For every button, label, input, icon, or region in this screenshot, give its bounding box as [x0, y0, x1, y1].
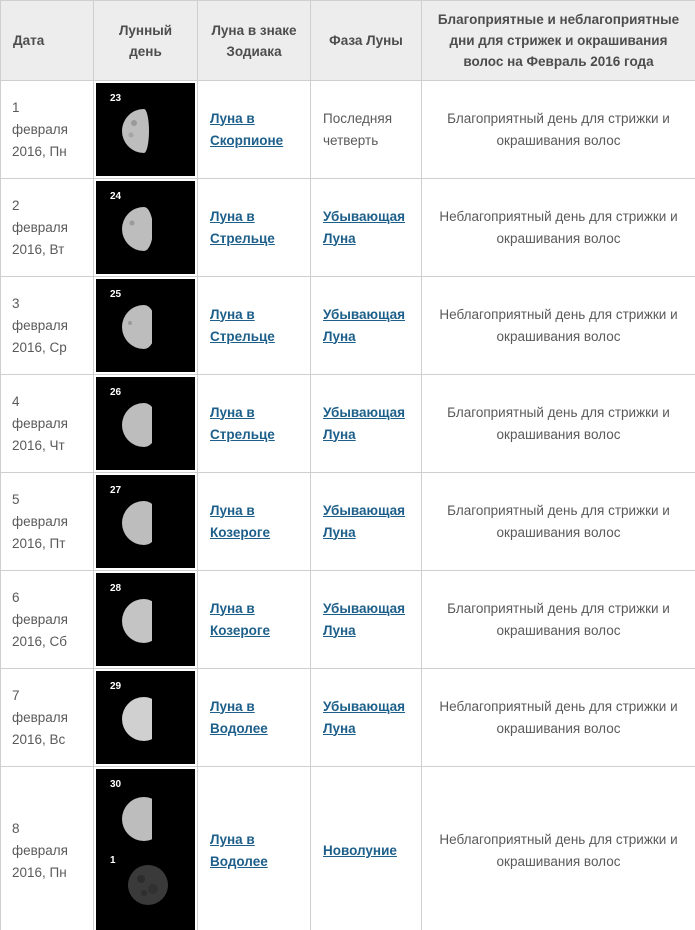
date-year-weekday: 2016, Вс	[12, 731, 66, 747]
waning-moon-icon	[122, 109, 152, 153]
phase-cell	[311, 571, 422, 669]
phase-link[interactable]: Убывающая Луна	[323, 404, 406, 442]
verdict-cell: Неблагоприятный день для стрижки и окрашивания волос	[422, 767, 695, 930]
date-day: 7	[12, 687, 20, 703]
zodiac-link[interactable]: Луна в Козероге	[210, 502, 270, 540]
table-row	[1, 375, 695, 473]
zodiac-link[interactable]: Луна в Стрельце	[210, 306, 275, 344]
phase-cell	[311, 179, 422, 277]
date-year-weekday: 2016, Ср	[12, 339, 67, 355]
lunar-day-cell	[94, 571, 198, 669]
header-phase: Фаза Луны	[311, 1, 422, 81]
date-cell	[1, 179, 94, 277]
waning-moon-icon	[122, 305, 152, 349]
phase-link[interactable]: Убывающая Луна	[323, 600, 406, 638]
phase-cell: Последняя четверть	[311, 81, 422, 179]
date-cell	[1, 571, 94, 669]
new-moon-icon	[126, 863, 170, 907]
waning-moon-icon	[122, 207, 152, 251]
date-year-weekday: 2016, Пн	[12, 865, 67, 880]
zodiac-cell	[198, 179, 311, 277]
verdict-cell: Благоприятный день для стрижки и окрашивания волос	[422, 473, 695, 571]
lunar-day-cell	[94, 277, 198, 375]
lunar-day-number-2: 1	[110, 855, 116, 866]
phase-link[interactable]: Новолуние	[323, 843, 397, 858]
date-year-weekday: 2016, Пн	[12, 143, 67, 159]
table-row	[1, 179, 695, 277]
zodiac-link[interactable]: Луна в Водолее	[210, 698, 268, 736]
moon-image	[96, 83, 195, 176]
header-zodiac: Луна в знаке Зодиака	[198, 1, 311, 81]
moon-image	[96, 377, 195, 470]
header-verdict: Благоприятные и неблагоприятные дни для стрижек и окрашивания волос на Февраль 2016 года	[422, 1, 695, 81]
lunar-day-cell	[94, 375, 198, 473]
lunar-day-number: 29	[110, 681, 122, 692]
phase-link[interactable]: Убывающая Луна	[323, 306, 406, 344]
zodiac-cell	[198, 473, 311, 571]
zodiac-cell	[198, 669, 311, 767]
date-month: февраля	[12, 219, 68, 235]
table-row	[1, 669, 695, 767]
header-lunar-day: Лунный день	[94, 1, 198, 81]
phase-link[interactable]: Убывающая Луна	[323, 208, 406, 246]
zodiac-link[interactable]: Луна в Стрельце	[210, 208, 275, 246]
date-year-weekday: 2016, Сб	[12, 633, 68, 649]
date-month: февраля	[12, 415, 68, 431]
lunar-day-number: 25	[110, 289, 122, 300]
zodiac-cell	[198, 277, 311, 375]
date-cell	[1, 767, 94, 930]
table-row	[1, 277, 695, 375]
verdict-cell: Неблагоприятный день для стрижки и окрашивания волос	[422, 179, 695, 277]
date-day: 8	[12, 821, 20, 836]
phase-cell	[311, 767, 422, 930]
table-header-row	[1, 1, 695, 81]
date-cell	[1, 669, 94, 767]
zodiac-link[interactable]: Луна в Стрельце	[210, 404, 275, 442]
verdict-cell: Благоприятный день для стрижки и окрашивания волос	[422, 375, 695, 473]
waning-moon-icon	[122, 599, 152, 643]
lunar-day-number: 28	[110, 583, 122, 594]
lunar-day-number: 24	[110, 191, 122, 202]
date-cell	[1, 81, 94, 179]
phase-cell	[311, 669, 422, 767]
zodiac-cell	[198, 375, 311, 473]
moon-image	[96, 769, 195, 930]
lunar-day-number: 26	[110, 387, 122, 398]
zodiac-link[interactable]: Луна в Скорпионе	[210, 110, 284, 148]
lunar-day-number: 27	[110, 485, 122, 496]
moon-image	[96, 573, 195, 666]
moon-image	[96, 279, 195, 372]
lunar-day-number: 30	[110, 779, 122, 790]
lunar-day-number: 23	[110, 93, 122, 104]
date-month: февраля	[12, 709, 68, 725]
phase-cell	[311, 375, 422, 473]
moon-image	[96, 181, 195, 274]
header-date: Дата	[1, 1, 94, 81]
lunar-day-cell	[94, 179, 198, 277]
zodiac-cell	[198, 767, 311, 930]
zodiac-link[interactable]: Луна в Козероге	[210, 600, 270, 638]
table-row	[1, 473, 695, 571]
moon-image	[96, 475, 195, 568]
date-cell	[1, 473, 94, 571]
date-year-weekday: 2016, Вт	[12, 241, 65, 257]
date-year-weekday: 2016, Чт	[12, 437, 65, 453]
phase-cell	[311, 473, 422, 571]
date-month: февраля	[12, 513, 68, 529]
date-year-weekday: 2016, Пт	[12, 535, 66, 551]
verdict-cell: Благоприятный день для стрижки и окрашивания волос	[422, 81, 695, 179]
lunar-day-cell	[94, 669, 198, 767]
moon-image	[96, 671, 195, 764]
lunar-day-cell	[94, 767, 198, 930]
date-day: 3	[12, 295, 20, 311]
waning-moon-icon	[122, 797, 152, 841]
table-row	[1, 81, 695, 179]
lunar-day-cell	[94, 81, 198, 179]
lunar-day-cell	[94, 473, 198, 571]
verdict-cell: Неблагоприятный день для стрижки и окрашивания волос	[422, 669, 695, 767]
date-month: февраля	[12, 611, 68, 627]
waning-moon-icon	[122, 697, 152, 741]
verdict-cell: Неблагоприятный день для стрижки и окрашивания волос	[422, 277, 695, 375]
zodiac-link[interactable]: Луна в Водолее	[210, 832, 268, 869]
date-day: 4	[12, 393, 20, 409]
date-day: 1	[12, 99, 20, 115]
phase-cell	[311, 277, 422, 375]
table-row	[1, 571, 695, 669]
date-cell	[1, 277, 94, 375]
phase-link[interactable]: Убывающая Луна	[323, 502, 406, 540]
date-day: 6	[12, 589, 20, 605]
waning-moon-icon	[122, 501, 152, 545]
date-month: февраля	[12, 317, 68, 333]
verdict-cell: Благоприятный день для стрижки и окрашивания волос	[422, 571, 695, 669]
date-day: 2	[12, 197, 20, 213]
zodiac-cell	[198, 571, 311, 669]
date-month: февраля	[12, 843, 68, 858]
table-row	[1, 767, 695, 930]
date-day: 5	[12, 491, 20, 507]
date-month: февраля	[12, 121, 68, 137]
waning-moon-icon	[122, 403, 152, 447]
phase-link[interactable]: Убывающая Луна	[323, 698, 406, 736]
zodiac-cell	[198, 81, 311, 179]
date-cell	[1, 375, 94, 473]
